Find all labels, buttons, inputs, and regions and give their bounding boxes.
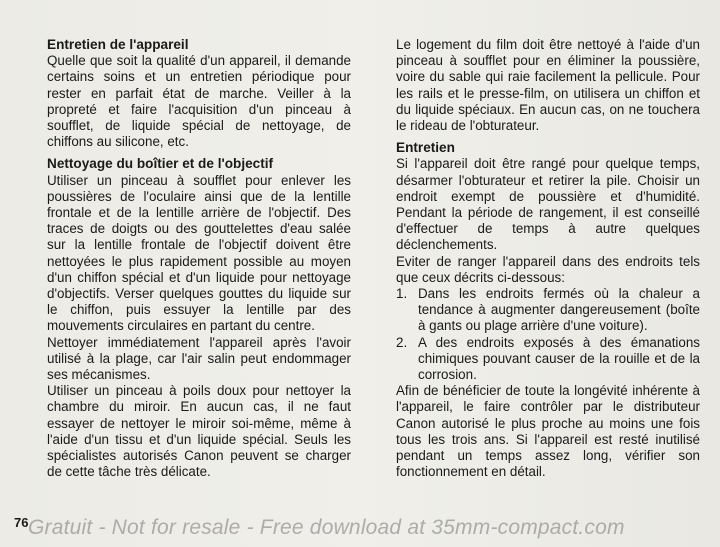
right-column bbox=[396, 37, 700, 480]
list-text: A des endroits exposés à des émanations chimiques pouvant causer de la rouille et de la corrosion. bbox=[418, 334, 700, 383]
paragraph-intro: Quelle que soit la qualité d'un appareil, il demande certains soins et un entretien périodique pour rester en parfait état de marche. Veiller à la propreté et faire l'acquisition d'un pinceau à soufflet, de liquide spécial de nettoyage, de chiffons au silicone, etc. bbox=[47, 53, 351, 150]
watermark: Gratuit - Not for resale - Free download at 35mm-compact.com bbox=[28, 516, 625, 539]
heading-entretien: Entretien bbox=[396, 140, 455, 156]
paragraph-controle: Afin de bénéficier de toute la longévité inhérente à l'appareil, le faire contrôler par le distributeur Canon autorisé le plus proche au moins une fois tous les trois ans. Si l'appareil est resté inutilisé pendant un temps assez long, vérifier son fonctionnement en détail. bbox=[396, 383, 700, 480]
left-column bbox=[47, 37, 351, 480]
paragraph-rangement: Si l'appareil doit être rangé pour quelque temps, désarmer l'obturateur et retirer la pile. Choisir un endroit exempt de poussière et d'humidité. Pendant la période de rangement, il est conseillé d'effectuer de temps à autre quelques déclenchements. bbox=[396, 156, 700, 253]
paragraph-eviter: Eviter de ranger l'appareil dans des endroits tels que ceux décrits ci-dessous: bbox=[396, 253, 700, 285]
list-item bbox=[396, 335, 700, 384]
paragraph-logement-film: Le logement du film doit être nettoyé à l'aide d'un pinceau à soufflet pour en éliminer la poussière, voire du sable qui raie facilement la pellicule. Pour les rails et le presse-film, on utilisera un chiffon et du liquide spéciaux. En aucun cas, on ne touchera le rideau de l'obturateur. bbox=[396, 37, 700, 134]
heading-nettoyage: Nettoyage du boîtier et de l'objectif bbox=[47, 156, 274, 172]
heading-entretien-appareil: Entretien de l'appareil bbox=[47, 37, 189, 52]
list-number: 1. bbox=[396, 286, 408, 302]
page-number: 76 bbox=[14, 515, 29, 530]
paragraph-miroir: Utiliser un pinceau à poils doux pour nettoyer la chambre du miroir. En aucun cas, il ne faut essayer de nettoyer le miroir soi-même, même à l'aide d'un tissu et d'un liquide spécial. Seuls les spécialistes autorisés Canon peuvent se charger de cette tâche très délicate. bbox=[47, 383, 351, 480]
paragraph-plage: Nettoyer immédiatement l'appareil après l'avoir utilisé à la plage, car l'air salin peut endommager ses mécanismes. bbox=[47, 334, 351, 383]
storage-warning-list bbox=[396, 286, 700, 383]
list-item bbox=[396, 286, 700, 335]
paragraph-nettoyage-objectif: Utiliser un pinceau à soufflet pour enlever les poussières de l'oculaire ainsi que de la lentille frontale et de la lentille arrière de l'objectif. Des traces de doigts ou des gouttelettes d'eau salée sur la lentille frontale de l'objectif doivent être nettoyées le plus rapidement possible au moyen d'un chiffon spécial et d'un liquide pour nettoyage d'objectifs. Verser quelques gouttes du liquide sur le chiffon, puis essuyer la lentille par des mouvements circulaires en partant du centre. bbox=[47, 172, 351, 334]
list-number: 2. bbox=[396, 334, 408, 350]
list-text: Dans les endroits fermés où la chaleur a tendance à augmenter dangereusement (boîte à gants ou plage arrière d'une voiture). bbox=[418, 286, 700, 334]
